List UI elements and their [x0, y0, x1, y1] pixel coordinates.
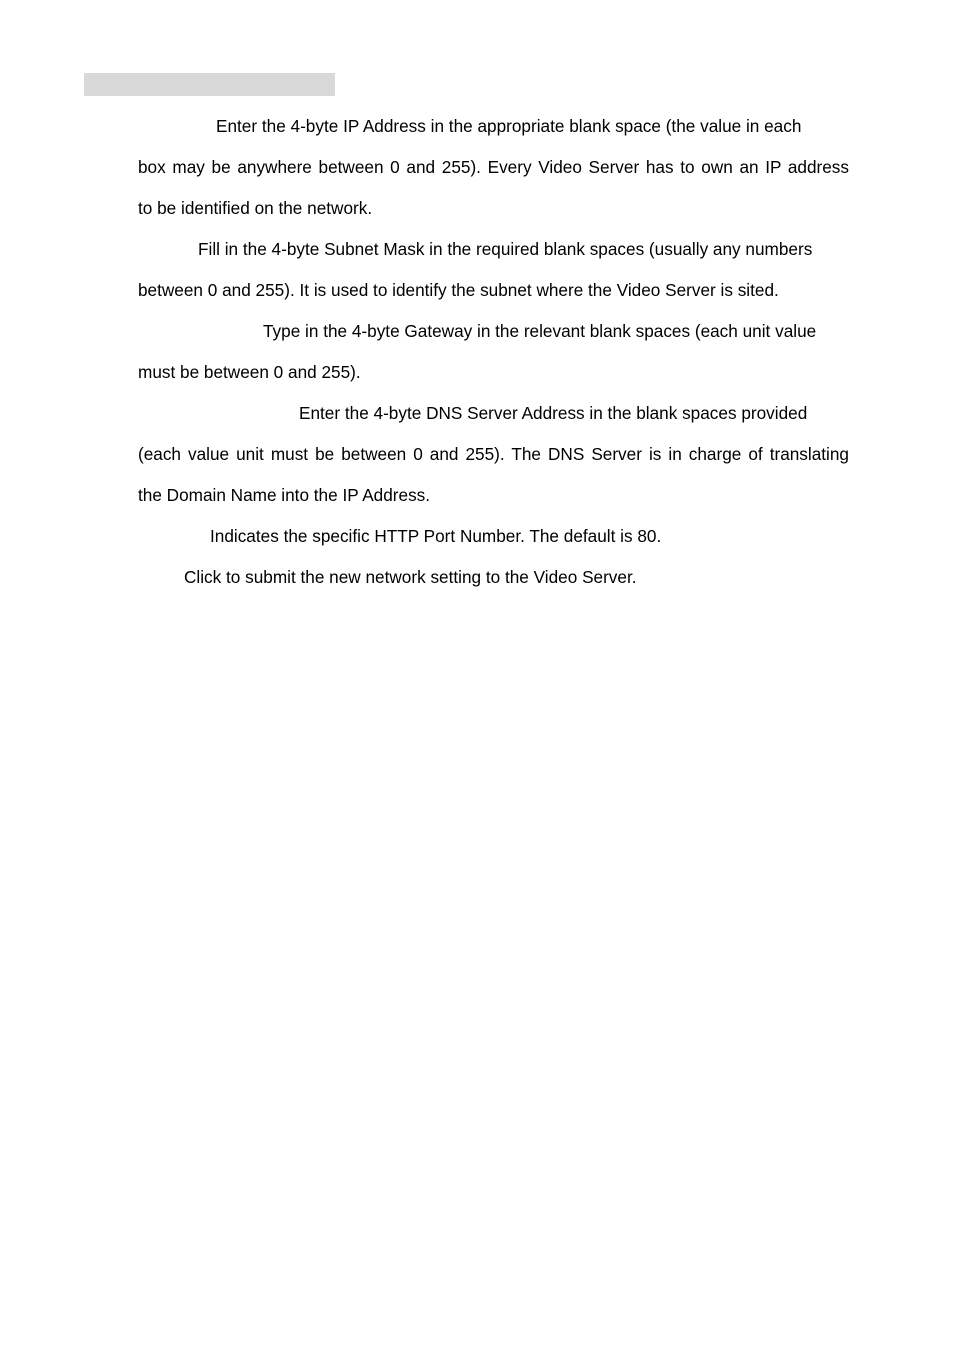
subnet-mask-text-line-2: between 0 and 255). It is used to identify the subnet where the Video Server is sited.	[138, 280, 779, 300]
dns-server-text-line-3: the Domain Name into the IP Address.	[138, 485, 431, 505]
dns-server-text-line-1: Enter the 4-byte DNS Server Address in the blank spaces provided	[299, 403, 808, 423]
gateway-text-line-2: must be between 0 and 255).	[138, 362, 361, 382]
ip-address-text-line-3: to be identified on the network.	[138, 198, 373, 218]
section-header-bar	[84, 73, 335, 96]
dns-server-text-line-2: (each value unit must be between 0 and 255). The DNS Server is in charge of translating	[138, 444, 849, 464]
submit-text: Click to submit the new network setting to the Video Server.	[184, 567, 637, 587]
http-port-text: Indicates the specific HTTP Port Number. The default is 80.	[210, 526, 662, 546]
gateway-text-line-1: Type in the 4-byte Gateway in the relevant blank spaces (each unit value	[263, 321, 817, 341]
ip-address-text-line-1: Enter the 4-byte IP Address in the appropriate blank space (the value in each	[216, 116, 802, 136]
ip-address-text-line-2: box may be anywhere between 0 and 255). Every Video Server has to own an IP address	[138, 157, 849, 177]
subnet-mask-text-line-1: Fill in the 4-byte Subnet Mask in the required blank spaces (usually any numbers	[198, 239, 813, 259]
